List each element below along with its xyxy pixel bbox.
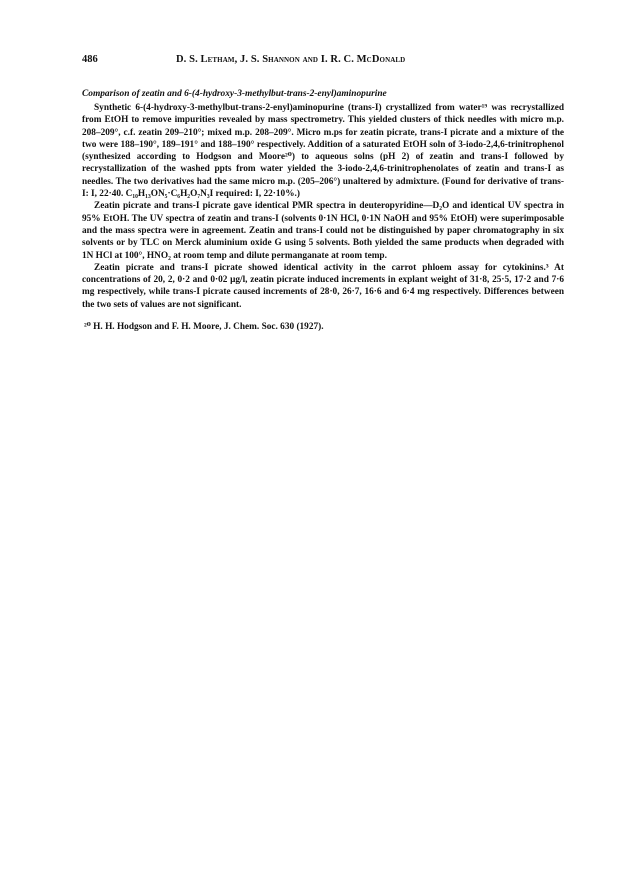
footnote-reference: ²⁰ H. H. Hodgson and F. H. Moore, J. Chem. Soc. 630 (1927). [84,322,324,333]
page-number: 486 [82,54,98,65]
journal-page [82,54,564,333]
paragraph-spectra: Zeatin picrate and trans-I picrate gave identical PMR spectra in deuteropyridine—D₂O and identical UV spectra in 95% EtOH. The UV spectra of zeatin and trans-I (solvents 0·1N HCl, 0·1N NaOH and 95% EtOH) were superimposable and the mass spectra were in agreement. Zeatin and trans-I could not be distinguished by paper chromatography in six solvents or by TLC on Merck aluminium oxide G using 5 solvents. Both yielded the same products when degraded with 1N HCl at 100°, HNO₂ at room temp and dilute permanganate at room temp. [82,201,564,261]
section-heading: Comparison of zeatin and 6-(4-hydroxy-3-methylbut-trans-2-enyl)aminopurine [82,89,387,99]
running-head [82,54,564,70]
paragraph-synthesis: Synthetic 6-(4-hydroxy-3-methylbut-trans-2-enyl)aminopurine (trans-I) crystallized from water¹⁹ was recrystallized from EtOH to remove impurities revealed by mass spectrometry. This yielded clusters of thick needles with micro m.p. 208–209°, c.f. zeatin 209–210°; mixed m.p. 208–209°. Micro m.ps for zeatin picrate, trans-I picrate and a mixture of the two were 188–190°, 189–191° and 188–190° respectively. Addition of a saturated EtOH soln of 3-iodo-2,4,6-trinitrophenol (synthesized according to Hodgson and Moore²⁰) to aqueous solns (pH 2) of zeatin and trans-I followed by recrystallization of the washed ppts from water yielded the 3-iodo-2,4,6-trinitrophenolates of zeatin and trans-I as needles. The two derivatives had the same micro m.p. (205–206°) unaltered by admixture. (Found for derivative of trans-I: I, 22·40. C₁₀H₁₃ON₅·C₆H₂O₇N₃I required: I, 22·10%.) [82,103,564,200]
paragraph-bioassay: Zeatin picrate and trans-I picrate showed identical activity in the carrot phloem assay for cytokinins.³ At concentrations of 20, 2, 0·2 and 0·02 μg/l, zeatin picrate induced increments in explant weight of 31·8, 25·5, 17·2 and 7·6 mg respectively, while trans-I picrate caused increments of 28·0, 26·7, 16·6 and 6·4 mg respectively. Differences between the two sets of values are not significant. [82,262,564,310]
running-head-authors: D. S. Letham, J. S. Shannon and I. R. C. McDonald [176,54,406,65]
